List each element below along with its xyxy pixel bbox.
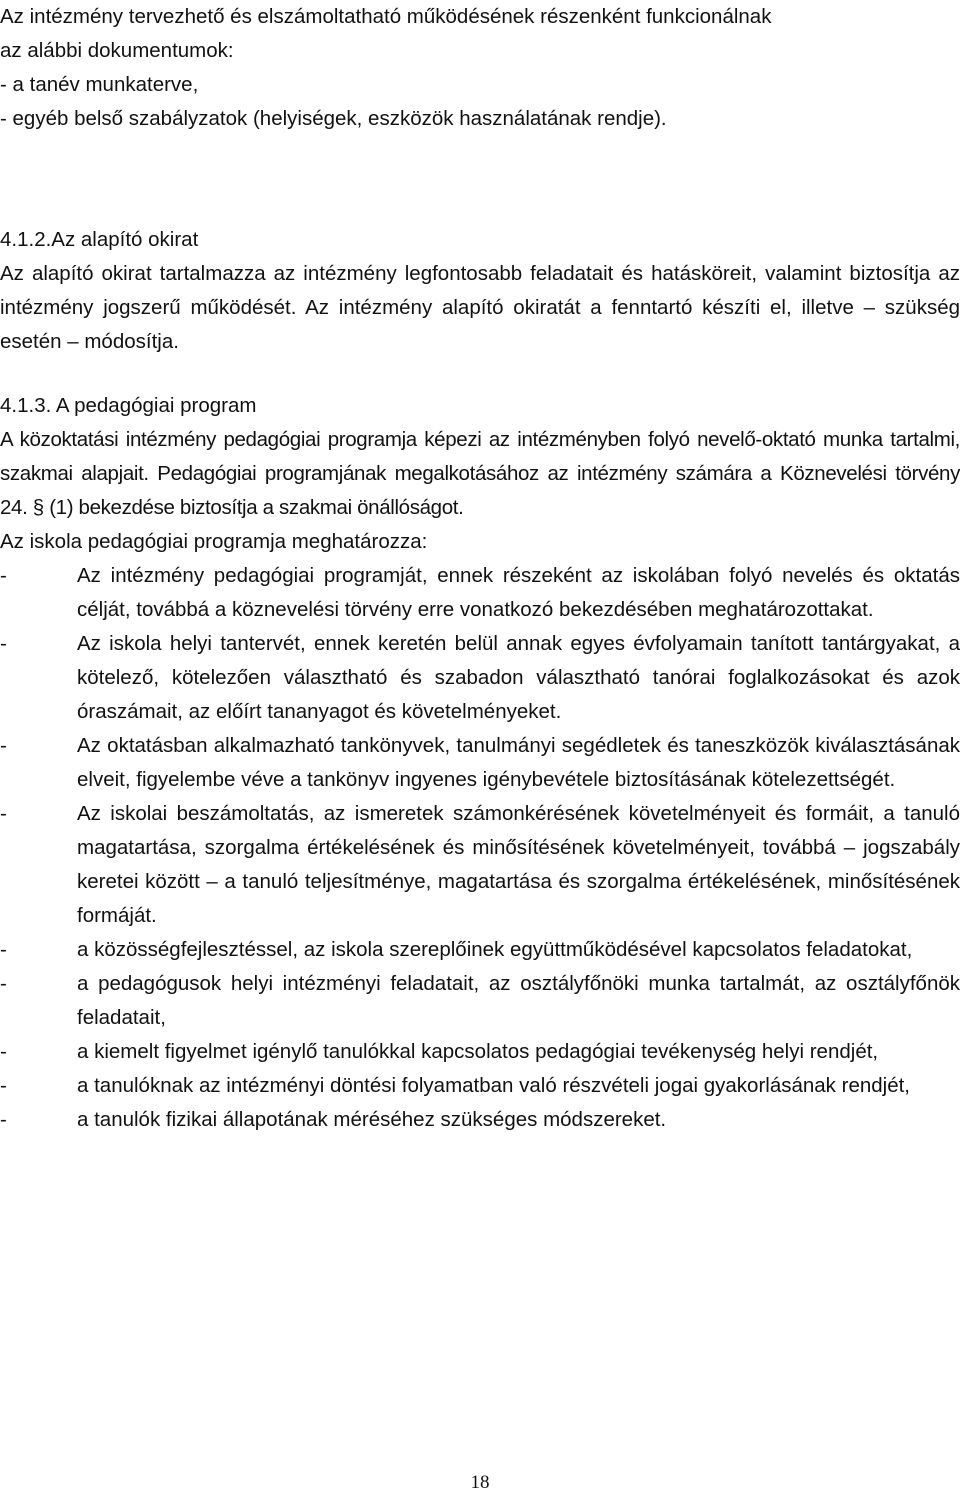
list-bullet: - (0, 632, 7, 655)
list-item-text: a pedagógusok helyi intézményi feladatait, az osztályfőnöki munka tartalmát, az osztályfőnök feladatait, (77, 972, 960, 1029)
list-item (0, 967, 960, 1035)
page-number: 18 (470, 1472, 490, 1493)
section-heading: 4.1.2.Az alapító okirat (0, 228, 199, 251)
intro-paragraph (0, 0, 960, 136)
list-item (0, 729, 960, 797)
list-item-text: a kiemelt figyelmet igénylő tanulókkal kapcsolatos pedagógiai tevékenység helyi rendjét, (77, 1040, 879, 1063)
list-item-text: Az intézmény pedagógiai programját, ennek részeként az iskolában folyó nevelés és oktatás célját, továbbá a köznevelési törvény erre vonatkozó bekezdésében meghatározottakat. (77, 564, 960, 621)
intro-list-item: - a tanév munkaterve, (0, 73, 199, 96)
list-intro: Az iskola pedagógiai programja meghatározza: (0, 530, 428, 553)
section-heading: 4.1.3. A pedagógiai program (0, 394, 257, 417)
section-4-1-3 (0, 389, 960, 1137)
section-4-1-2 (0, 223, 960, 359)
list-item (0, 559, 960, 627)
list-bullet: - (0, 802, 7, 825)
list-bullet: - (0, 1108, 7, 1131)
list-bullet: - (0, 972, 7, 995)
list-item-text: a tanulók fizikai állapotának méréséhez szükséges módszereket. (77, 1108, 667, 1131)
list-item (0, 1103, 960, 1137)
list-item (0, 1069, 960, 1103)
list-item (0, 1035, 960, 1069)
intro-line: Az intézmény tervezhető és elszámoltatható működésének részenként funkcionálnak (0, 5, 772, 28)
list-bullet: - (0, 1040, 7, 1063)
list-item (0, 797, 960, 933)
list-item-text: Az iskola helyi tantervét, ennek keretén belül annak egyes évfolyamain tanított tantárgyakat, a kötelező, kötelezően választható és szabadon választható tanórai foglalkozásokat és azok óraszámait, az előírt tananyagot és követelményeket. (77, 632, 960, 723)
list-item (0, 627, 960, 729)
list-item (0, 933, 960, 967)
intro-line: az alábbi dokumentumok: (0, 39, 234, 62)
list-bullet: - (0, 938, 7, 961)
section-body: A közoktatási intézmény pedagógiai programja képezi az intézményben folyó nevelő-oktató munka tartalmi, szakmai alapjait. Pedagógiai programjának megalkotásához az intézmény számára a Köznevelési törvény 24. § (1) bekezdése biztosítja a szakmai önállóságot. (0, 428, 960, 519)
list-bullet: - (0, 1074, 7, 1097)
list-bullet: - (0, 734, 7, 757)
section-body: Az alapító okirat tartalmazza az intézmény legfontosabb feladatait és hatásköreit, valamint biztosítja az intézmény jogszerű működését. Az intézmény alapító okiratát a fenntartó készíti el, illetve – szükség esetén – módosítja. (0, 262, 960, 353)
list-item-text: Az iskolai beszámoltatás, az ismeretek számonkérésének követelményeit és formáit, a tanuló magatartása, szorgalma értékelésének és minősítésének követelményeit, továbbá – jogszabály keretei között – a tanuló teljesítménye, magatartása és szorgalma értékelésének, minősítésének formáját. (77, 802, 960, 927)
list-bullet: - (0, 564, 7, 587)
intro-list-item: - egyéb belső szabályzatok (helyiségek, eszközök használatának rendje). (0, 107, 667, 130)
list-item-text: a közösségfejlesztéssel, az iskola szereplőinek együttműködésével kapcsolatos feladatokat, (77, 938, 913, 961)
list-item-text: a tanulóknak az intézményi döntési folyamatban való részvételi jogai gyakorlásának rendjét, (77, 1074, 911, 1097)
list-item-text: Az oktatásban alkalmazható tankönyvek, tanulmányi segédletek és taneszközök kiválasztásának elveit, figyelembe véve a tankönyv ingyenes igénybevétele biztosításának kötelezettségét. (77, 734, 960, 791)
requirements-list (0, 559, 960, 1137)
